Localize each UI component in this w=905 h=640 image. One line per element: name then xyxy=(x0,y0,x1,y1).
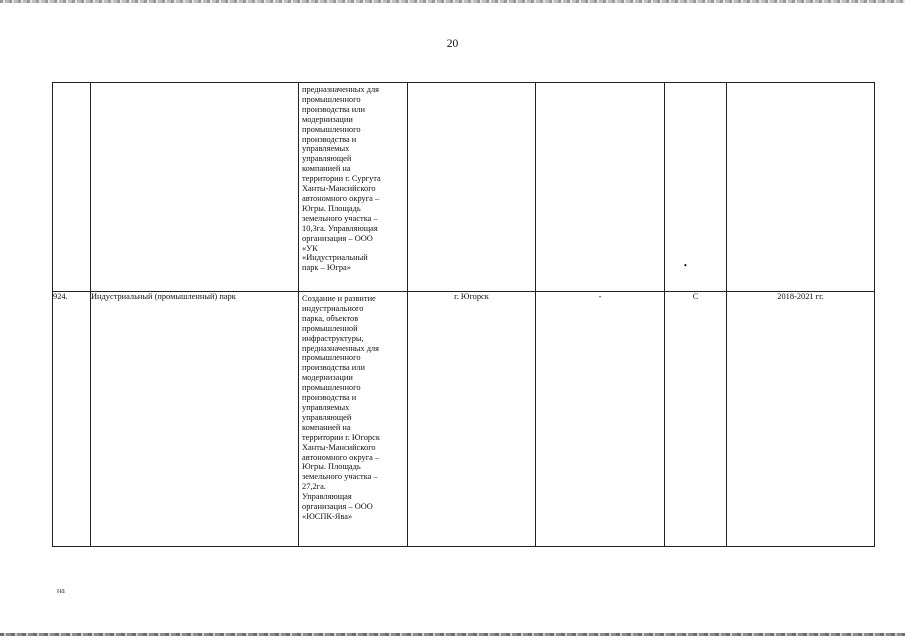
description-line: промышленного xyxy=(302,124,361,134)
description-line: индустриального xyxy=(302,303,364,313)
category-cell xyxy=(665,83,727,292)
description-cell xyxy=(299,292,408,547)
page-number: 20 xyxy=(446,38,459,50)
period: 2018-2021 гг. xyxy=(727,292,875,547)
description-line: управляющей xyxy=(302,154,352,164)
description-line: производства и xyxy=(302,134,357,144)
description-line: инфраструктуры, xyxy=(302,333,364,343)
description-line: Югры. Площадь xyxy=(302,203,361,213)
description-line: производства и xyxy=(302,393,357,403)
description-line: территории г. Сургута xyxy=(302,174,381,184)
description-line: парк – Югра» xyxy=(302,263,351,273)
name-cell xyxy=(91,83,299,292)
dash-value: - xyxy=(536,292,665,547)
description-line: Ханты-Мансийского xyxy=(302,184,376,194)
period-cell xyxy=(727,83,875,292)
description-line: организация – ООО xyxy=(302,233,373,243)
description-line: предназначенных для xyxy=(302,343,380,353)
description-line: управляющей xyxy=(302,412,352,422)
description-line: земельного участка – xyxy=(302,472,378,482)
description-line: «УК xyxy=(302,243,318,253)
description-line: Ханты-Мансийского xyxy=(302,442,376,452)
description-cell xyxy=(299,83,408,292)
description-line: модернизации xyxy=(302,114,353,124)
description-line: промышленного xyxy=(302,353,361,363)
description-line: Югры. Площадь xyxy=(302,462,361,472)
footer-mark: на xyxy=(57,586,65,595)
location: г. Югорск xyxy=(408,292,536,547)
description-line: «ЮСПК-Ява» xyxy=(302,511,353,521)
category: С xyxy=(665,292,727,547)
description-line: Создание и развитие xyxy=(302,294,376,303)
scan-top-edge xyxy=(0,0,905,3)
description-line: управляемых xyxy=(302,402,350,412)
table-row xyxy=(53,292,875,547)
table-row xyxy=(53,83,875,292)
description-text xyxy=(299,292,407,522)
description-line: управляемых xyxy=(302,144,350,154)
description-line: парка, объектов xyxy=(302,313,359,323)
description-line: 27,2га. xyxy=(302,482,326,492)
description-line: автономного округа – xyxy=(302,452,380,462)
scan-bottom-edge xyxy=(0,633,905,636)
description-line: «Индустриальный xyxy=(302,253,368,263)
row-number: 924. xyxy=(53,292,91,547)
description-line: земельного участка – xyxy=(302,213,378,223)
description-line: территории г. Югорск xyxy=(302,432,380,442)
description-line: модернизации xyxy=(302,373,353,383)
description-line: промышленной xyxy=(302,323,358,333)
description-line: организация – ООО xyxy=(302,502,373,512)
location-cell xyxy=(408,83,536,292)
description-line: предназначенных для xyxy=(302,85,380,94)
bullet-mark: • xyxy=(684,261,687,270)
description-line: производства или xyxy=(302,363,365,373)
project-name: Индустриальный (промышленный) парк xyxy=(91,292,299,547)
number-cell xyxy=(53,83,91,292)
description-line: промышленного xyxy=(302,383,361,393)
description-line: автономного округа – xyxy=(302,193,380,203)
description-line: 10,3га. Управляющая xyxy=(302,223,378,233)
description-line: компанией на xyxy=(302,164,351,174)
description-line: Управляющая xyxy=(302,492,352,502)
description-line: компанией на xyxy=(302,422,351,432)
description-line: производства или xyxy=(302,104,365,114)
description-text xyxy=(299,83,407,273)
description-line: промышленного xyxy=(302,94,361,104)
value-cell xyxy=(536,83,665,292)
projects-table xyxy=(52,82,875,547)
